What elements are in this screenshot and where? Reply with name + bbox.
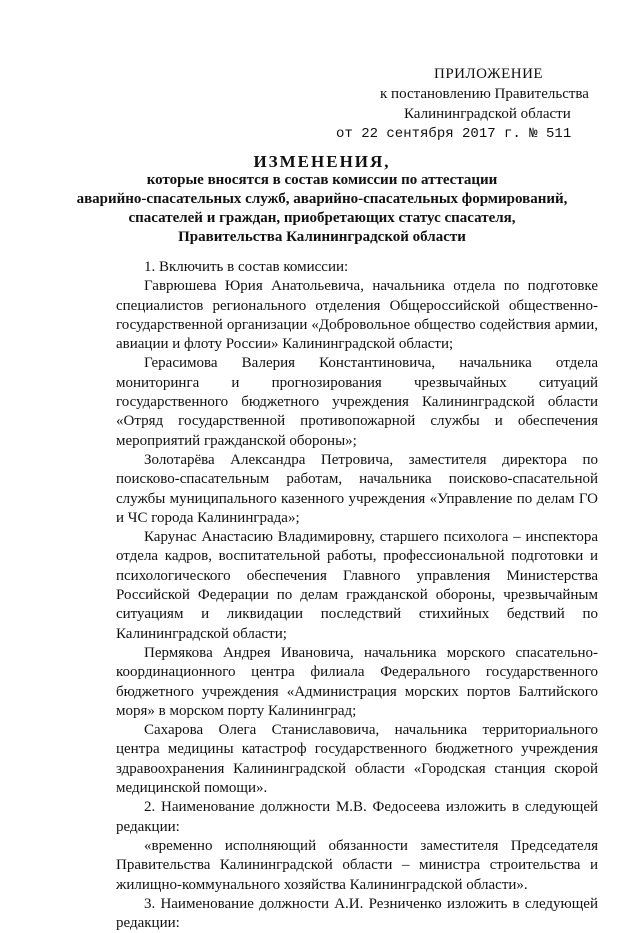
paragraph: «временно исполняющий обязанности заместителя Председателя Правительства Калининградской области – министра строительства и жилищно-коммунального хозяйства Калининградской области».	[116, 837, 598, 893]
paragraph: 3. Наименование должности А.И. Резниченко изложить в следующей редакции:	[116, 895, 598, 932]
heading-line: аварийно-спасательных служб, аварийно-спасательных формирований,	[76, 191, 568, 207]
appendix-title: ПРИЛОЖЕНИЕ	[434, 66, 544, 82]
heading-title: ИЗМЕНЕНИЯ,	[253, 152, 391, 171]
heading-line: Правительства Калининградской области	[178, 229, 466, 245]
paragraph: Герасимова Валерия Константиновича, начальника отдела мониторинга и прогнозирования чрезвычайных ситуаций государственного бюджетного учреждения Калининградской области «Отряд государственной противопожарной службы и обеспечения мероприятий гражданской обороны»;	[116, 355, 598, 449]
appendix-block	[330, 64, 630, 144]
appendix-resolution-line: к постановлению Правительства	[380, 86, 589, 102]
paragraph: Пермякова Андрея Ивановича, начальника морского спасательно-координационного центра филиала Федерального государственного бюджетного учреждения «Администрация морских портов Балтийского моря» в морском порту Калининград;	[116, 644, 598, 719]
heading-line: которые вносятся в состав комиссии по аттестации	[146, 172, 498, 188]
paragraph: Гаврюшева Юрия Анатольевича, начальника отдела по подготовке специалистов регионального отделения Общероссийской общественно-государственной организации «Добровольное общество содействия армии, авиации и флоту России» Калининградской области;	[116, 278, 598, 353]
document-heading	[60, 152, 584, 247]
document-body	[116, 258, 598, 933]
paragraph: Сахарова Олега Станиславовича, начальника территориального центра медицины катастроф государственного бюджетного учреждения здравоохранения Калининградской области «Городская станция скорой медицинской помощи».	[116, 722, 598, 797]
paragraph: Золотарёва Александра Петровича, заместителя директора по поисково-спасательным работам, начальника поисково-спасательной службы муниципального казенного учреждения «Управление по делам ГО и ЧС города Калининграда»;	[116, 451, 598, 526]
paragraph: Карунас Анастасию Владимировну, старшего психолога – инспектора отдела кадров, воспитательной работы, профессиональной подготовки и психологического обеспечения Главного управления Министерства Российской Федерации по делам гражданской обороны, чрезвычайным ситуациям и ликвидации последствий стихийных бедствий по Калининградской области;	[116, 529, 598, 642]
paragraph: 2. Наименование должности М.В. Федосеева изложить в следующей редакции:	[116, 799, 598, 835]
heading-line: спасателей и граждан, приобретающих статус спасателя,	[128, 210, 516, 226]
paragraph: 1. Включить в состав комиссии:	[144, 259, 349, 275]
appendix-date-line: от 22 сентября 2017 г. № 511	[336, 126, 572, 142]
appendix-region-line: Калининградской области	[404, 106, 571, 122]
